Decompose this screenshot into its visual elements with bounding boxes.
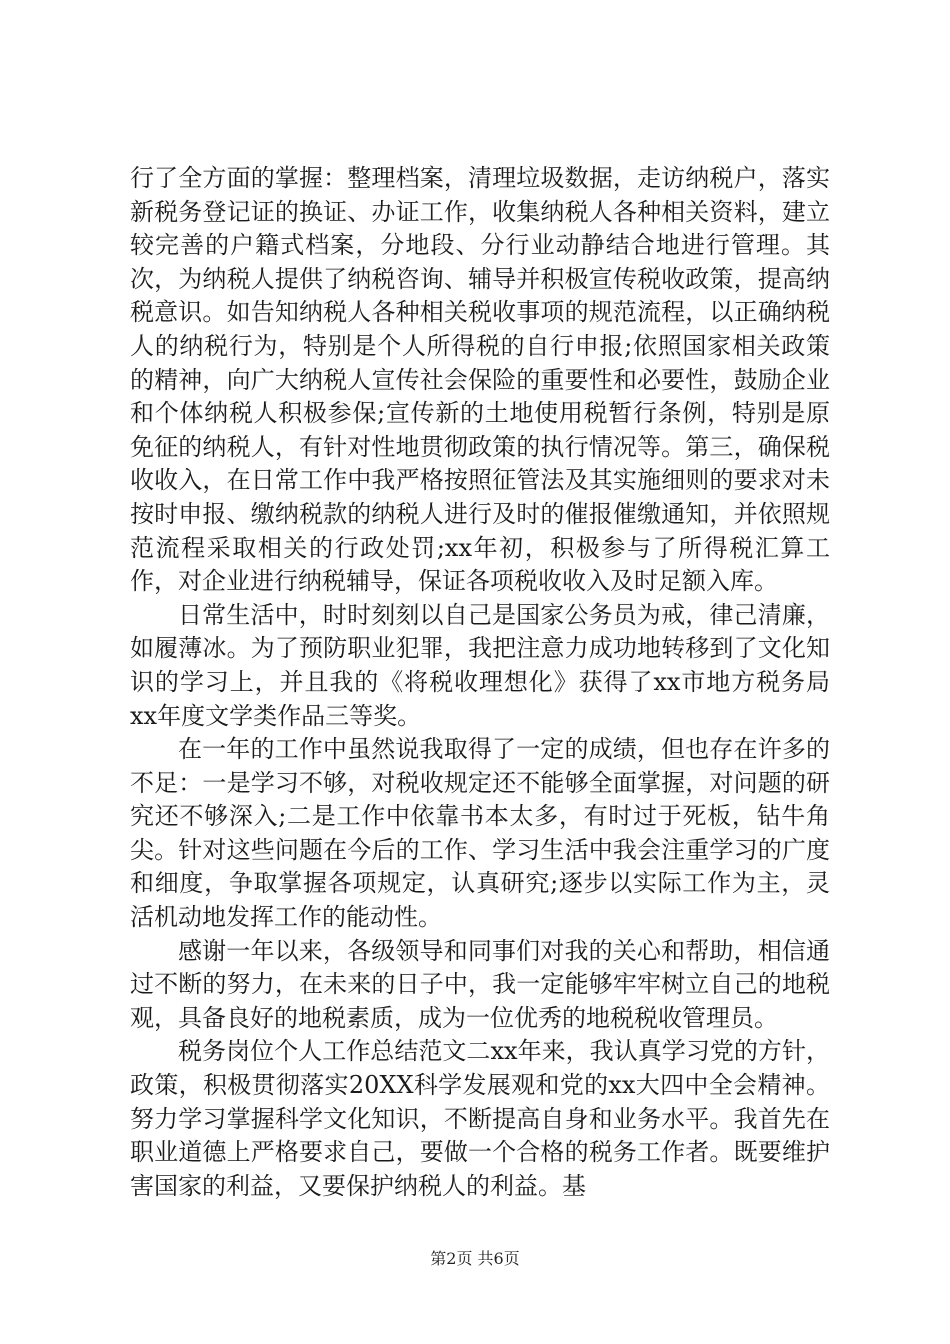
paragraph-sample-two: 税务岗位个人工作总结范文二xx年来，我认真学习党的方针，政策，积极贯彻落实20XX科学发展观和党的xx大四中全会精神。努力学习掌握科学文化知识，不断提高自身和业务水平。我首先在职业道德上严格要求自己，要做一个合格的税务工作者。既要维护害国家的利益，又要保护纳税人的利益。基 — [130, 1037, 830, 1200]
paragraph-shortcomings: 在一年的工作中虽然说我取得了一定的成绩，但也存在许多的不足：一是学习不够，对税收规定还不能够全面掌握，对问题的研究还不够深入;二是工作中依靠书本太多，有时过于死板，钻牛角尖。针对这些问题在今后的工作、学习生活中我会注重学习的广度和细度，争取掌握各项规定，认真研究;逐步以实际工作为主，灵活机动地发挥工作的能动性。 — [130, 735, 830, 932]
document-body — [130, 162, 830, 1203]
paragraph-thanks: 感谢一年以来，各级领导和同事们对我的关心和帮助，相信通过不断的努力，在未来的日子中，我一定能够牢牢树立自己的地税观，具备良好的地税素质，成为一位优秀的地税税收管理员。 — [130, 936, 830, 1032]
page-footer: 第2页 共6页 — [430, 1249, 520, 1268]
paragraph-continuation: 行了全方面的掌握：整理档案，清理垃圾数据，走访纳税户，落实新税务登记证的换证、办证工作，收集纳税人各种相关资料，建立较完善的户籍式档案，分地段、分行业动静结合地进行管理。其次，为纳税人提供了纳税咨询、辅导并积极宣传税收政策，提高纳税意识。如告知纳税人各种相关税收事项的规范流程，以正确纳税人的纳税行为，特别是个人所得税的自行申报;依照国家相关政策的精神，向广大纳税人宣传社会保险的重要性和必要性，鼓励企业和个体纳税人积极参保;宣传新的土地使用税暂行条例，特别是原免征的纳税人，有针对性地贯彻政策的执行情况等。第三，确保税收收入，在日常工作中我严格按照征管法及其实施细则的要求对未按时申报、缴纳税款的纳税人进行及时的催报催缴通知，并依照规范流程采取相关的行政处罚;xx年初，积极参与了所得税汇算工作，对企业进行纳税辅导，保证各项税收收入及时足额入库。 — [130, 164, 830, 596]
paragraph-daily-life: 日常生活中，时时刻刻以自己是国家公务员为戒，律己清廉，如履薄冰。为了预防职业犯罪，我把注意力成功地转移到了文化知识的学习上，并且我的《将税收理想化》获得了xx市地方税务局xx年度文学类作品三等奖。 — [130, 600, 830, 730]
